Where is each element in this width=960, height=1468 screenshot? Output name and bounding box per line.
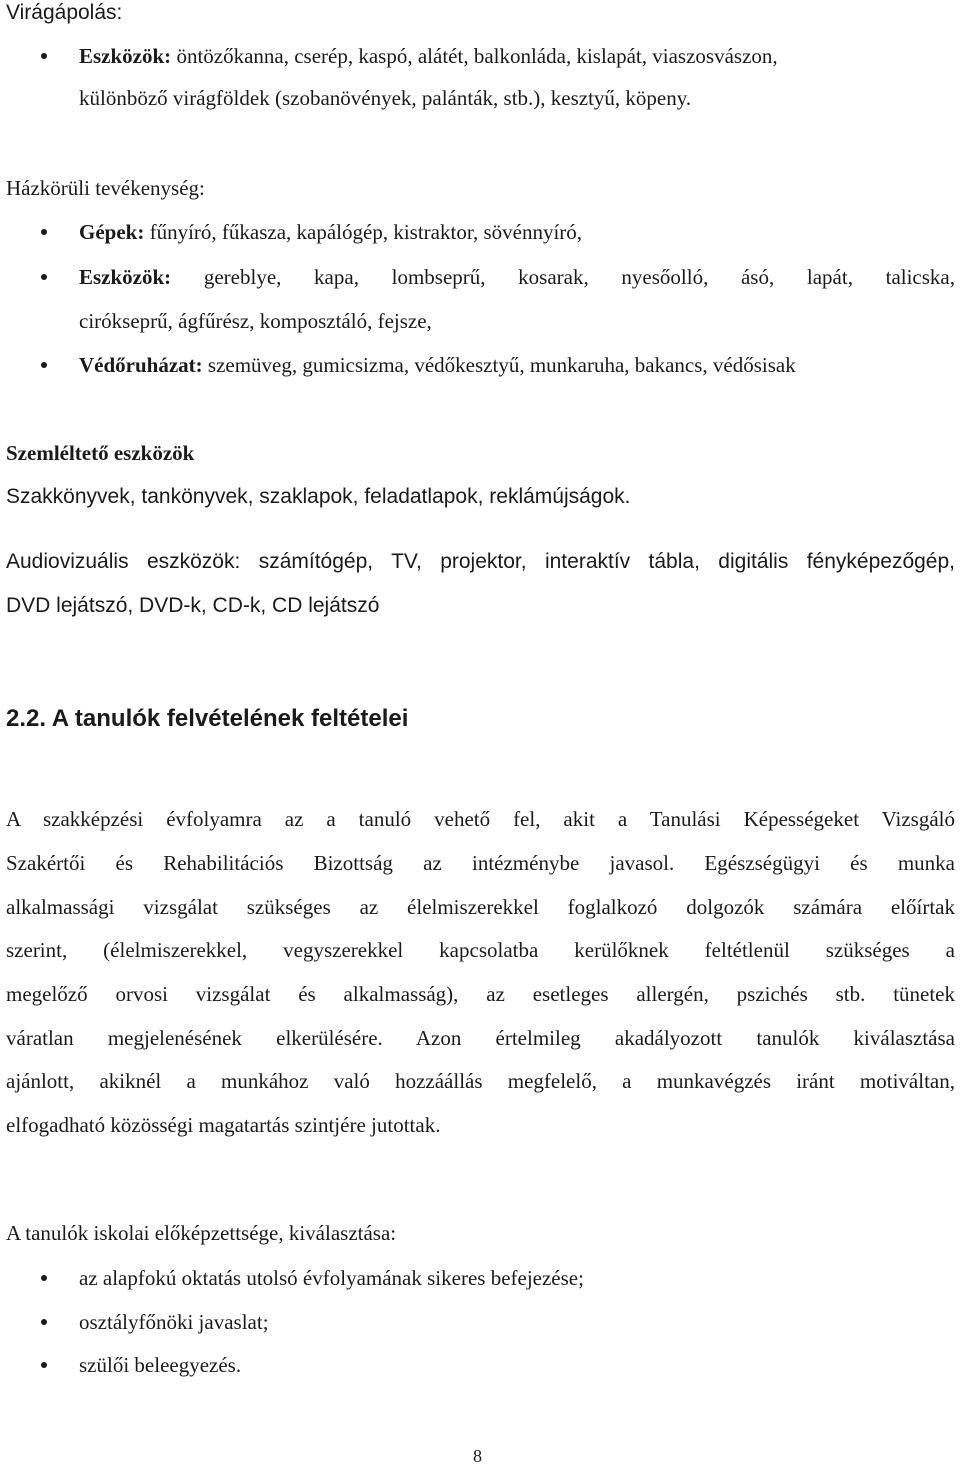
household-title: Házkörüli tevékenység:: [6, 176, 205, 200]
bullet-icon: [41, 1362, 47, 1368]
bullet-icon: [41, 1275, 47, 1281]
flower-care-tools-line-2: különböző virágföldek (szobanövények, palánták, stb.), kesztyű, köpeny.: [79, 86, 692, 110]
visual-aids-books: Szakkönyvek, tankönyvek, szaklapok, feladatlapok, reklámújságok.: [6, 485, 631, 508]
flower-care-tools-line-1: [79, 46, 778, 67]
household-tools-label: Eszközök:: [79, 265, 172, 289]
paragraph-line: váratlan megjelenésének elkerülésére. Azon értelmileg akadályozott tanulók kiválasztása: [6, 1026, 955, 1050]
household-tools-text-1: gereblye, kapa, lombseprű, kosarak, nyesőolló, ásó, lapát, talicska,: [171, 265, 955, 289]
paragraph-line: szerint, (élelmiszerekkel, vegyszerekkel kapcsolatba kerülőknek feltétlenül szükséges a: [6, 938, 955, 962]
page-number: 8: [473, 1446, 482, 1466]
flower-care-tools-text-1: öntözőkanna, cserép, kaspó, alátét, balkonláda, kislapát, viaszosvászon,: [171, 44, 778, 68]
household-protective-label: Védőruházat:: [79, 353, 203, 377]
visual-aids-av-line-1: Audiovizuális eszközök: számítógép, TV, projektor, interaktív tábla, digitális fényképezőgép,: [6, 550, 955, 573]
section-heading: 2.2. A tanulók felvételének feltételei: [6, 705, 409, 732]
prior-education-item: osztályfőnöki javaslat;: [79, 1310, 269, 1334]
bullet-icon: [41, 1319, 47, 1325]
paragraph-line: ajánlott, akiknél a munkához való hozzáállás megfelelő, a munkavégzés iránt motiváltan,: [6, 1069, 955, 1093]
bullet-icon: [41, 53, 47, 59]
household-machines-text: fűnyíró, fűkasza, kapálógép, kistraktor, sövénnyíró,: [144, 220, 583, 244]
paragraph-line: A szakképzési évfolyamra az a tanuló vehető fel, akit a Tanulási Képességeket Vizsgáló: [6, 807, 955, 831]
bullet-icon: [41, 362, 47, 368]
household-tools-line-2: cirókseprű, ágfűrész, komposztáló, fejsze,: [79, 309, 432, 333]
flower-care-title: Virágápolás:: [6, 1, 123, 24]
prior-education-title: A tanulók iskolai előképzettsége, kiválasztása:: [6, 1221, 397, 1245]
paragraph-line: Szakértői és Rehabilitációs Bizottság az intézménybe javasol. Egészségügyi és munka: [6, 851, 955, 875]
paragraph-line: elfogadható közösségi magatartás szintjére jutottak.: [6, 1113, 441, 1137]
flower-care-tools-label: Eszközök:: [79, 44, 172, 68]
household-machines-label: Gépek:: [79, 220, 145, 244]
visual-aids-av-line-2: DVD lejátszó, DVD-k, CD-k, CD lejátszó: [6, 594, 380, 617]
bullet-icon: [41, 229, 47, 235]
prior-education-item: szülői beleegyezés.: [79, 1353, 242, 1377]
household-tools-line-1: [79, 267, 955, 288]
paragraph-line: megelőző orvosi vizsgálat és alkalmasság), az esetleges allergén, pszichés stb. tünetek: [6, 982, 955, 1006]
visual-aids-title: [6, 443, 194, 464]
visual-aids-title-text: Szemléltető eszközök: [6, 441, 195, 465]
household-protective: [79, 355, 796, 376]
household-machines: [79, 222, 582, 243]
bullet-icon: [41, 274, 47, 280]
prior-education-item: az alapfokú oktatás utolsó évfolyamának sikeres befejezése;: [79, 1266, 584, 1290]
household-protective-text: szemüveg, gumicsizma, védőkesztyű, munkaruha, bakancs, védősisak: [202, 353, 796, 377]
paragraph-line: alkalmassági vizsgálat szükséges az élelmiszerekkel foglalkozó dolgozók számára előírtak: [6, 895, 955, 919]
